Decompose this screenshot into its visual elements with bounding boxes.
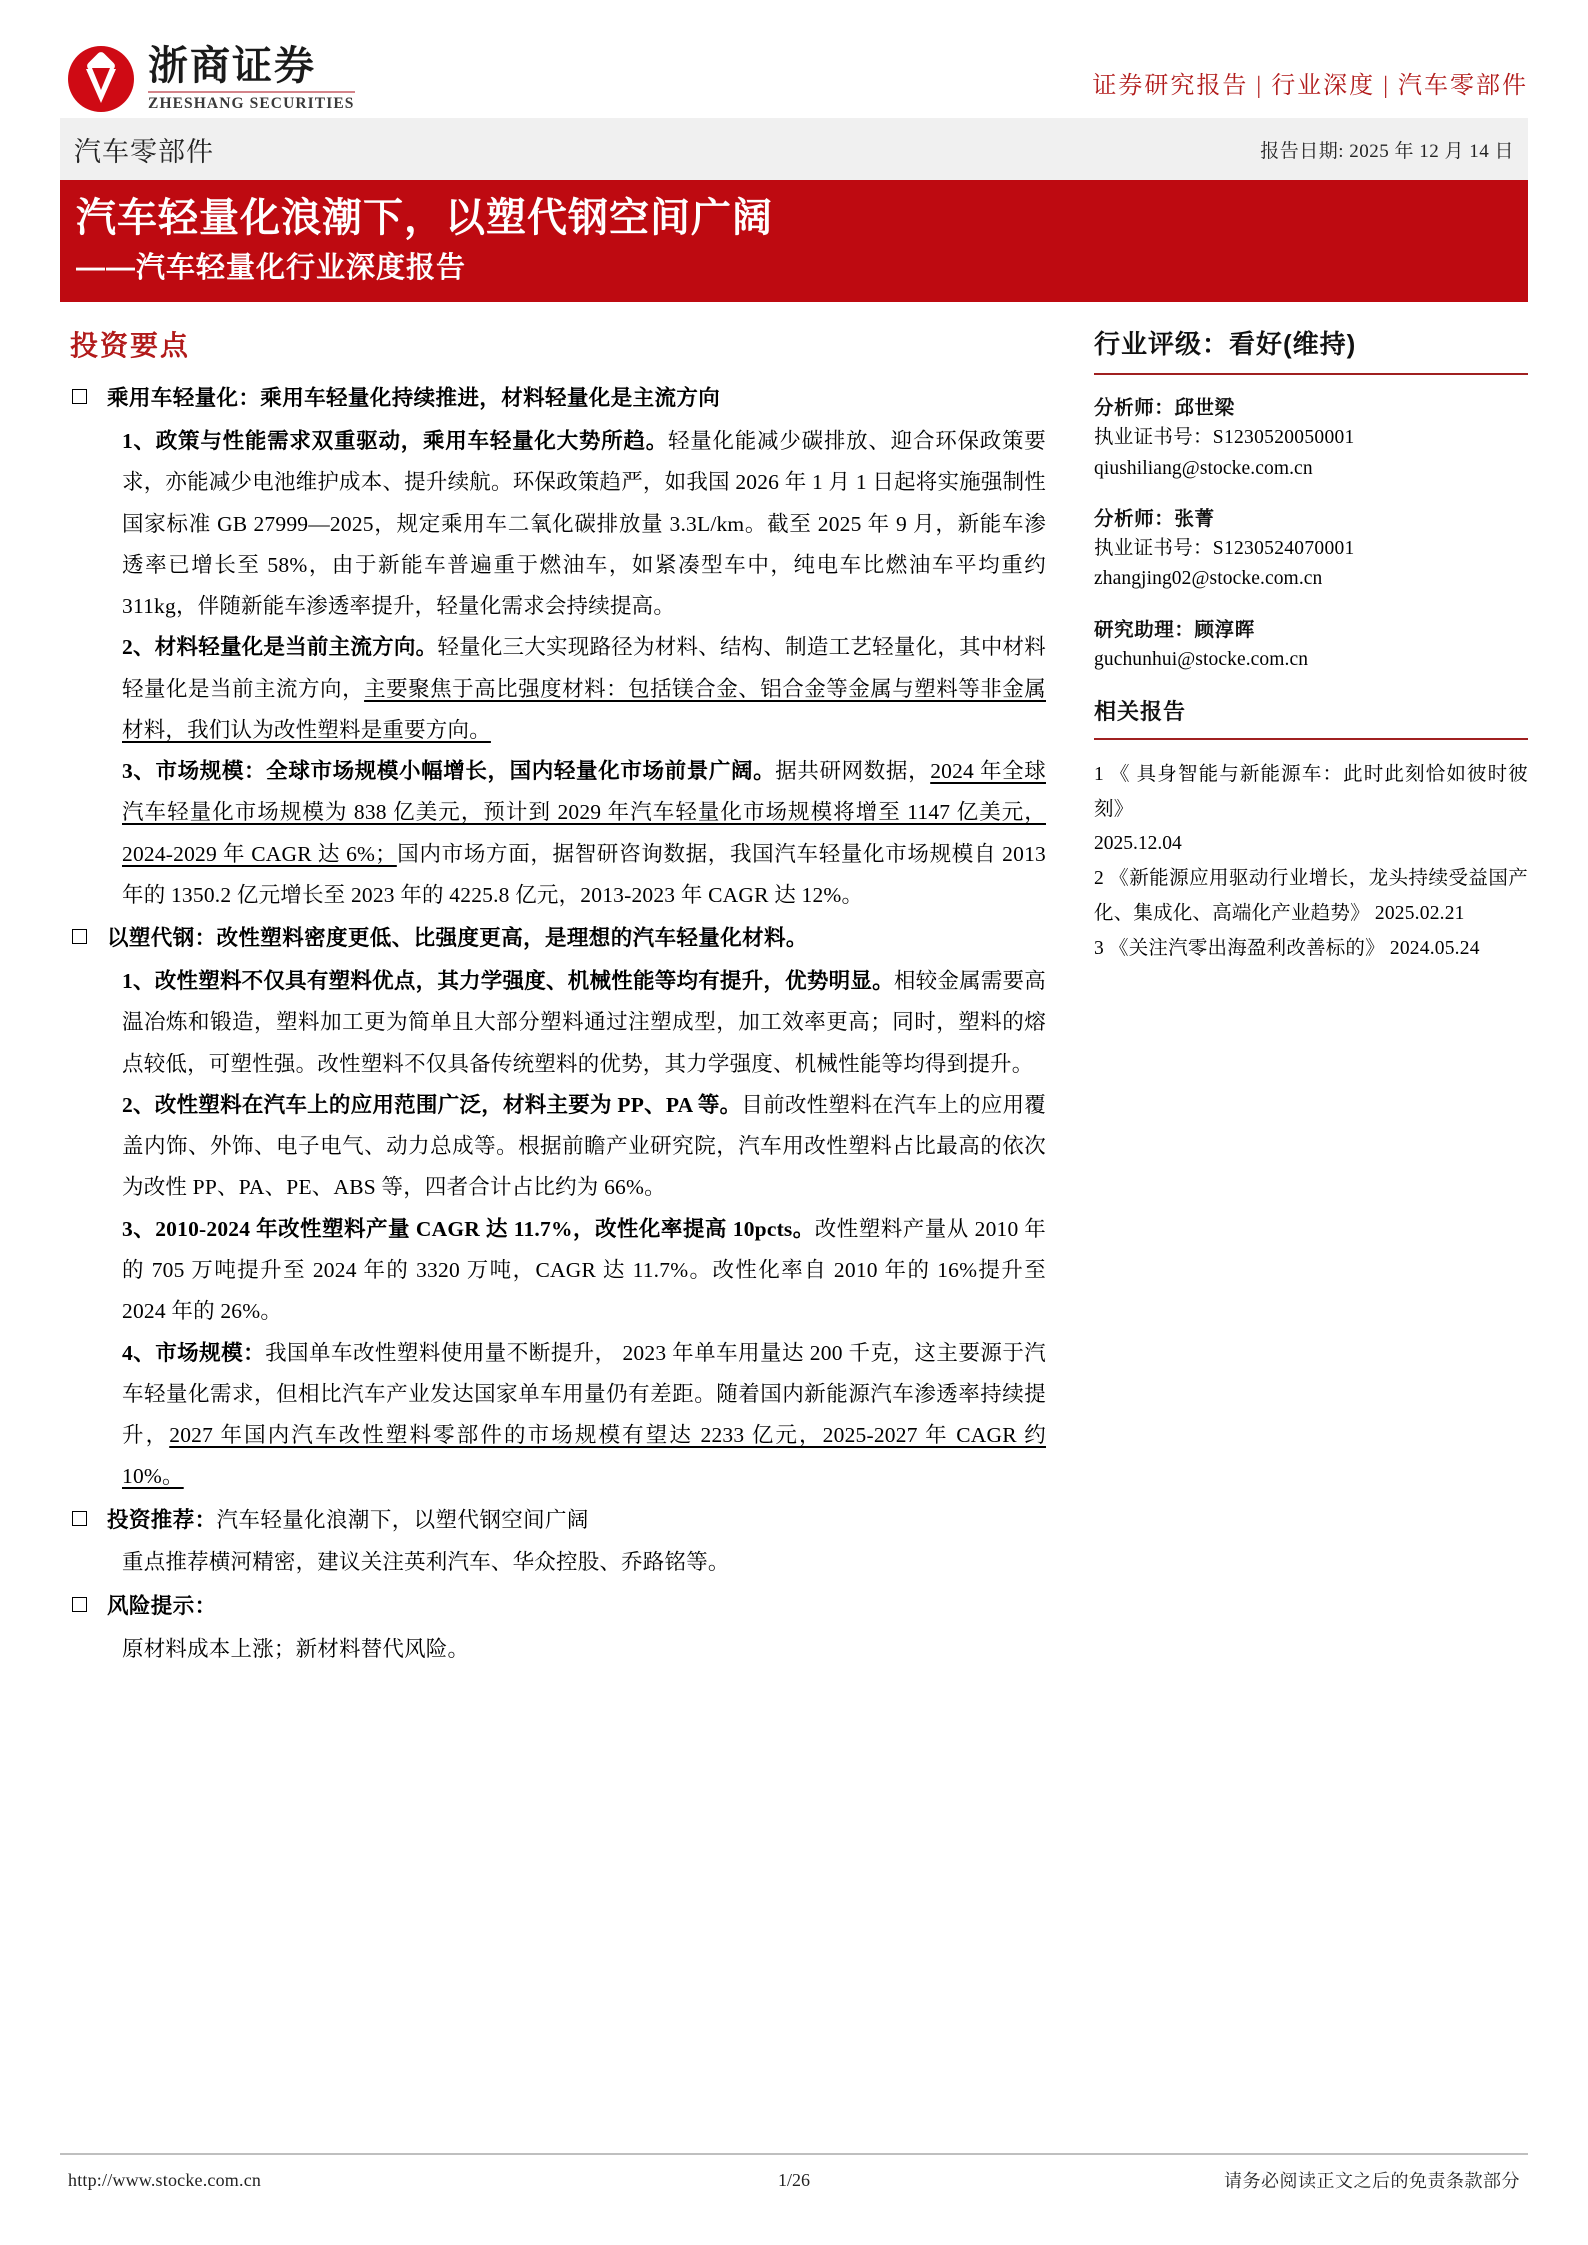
logo-english-name: ZHESHANG SECURITIES bbox=[148, 95, 355, 113]
logo-diamond-shape bbox=[92, 68, 110, 90]
bullet-square-icon bbox=[72, 1511, 87, 1526]
related-report-1-number: 1 bbox=[1094, 764, 1104, 785]
body-columns bbox=[60, 324, 1528, 1672]
breadcrumb-separator-1: | bbox=[1256, 73, 1264, 99]
bullet-square-icon bbox=[72, 1597, 87, 1612]
analyst-2-name: 分析师：张菁 bbox=[1094, 507, 1215, 530]
info-band bbox=[60, 118, 1528, 180]
breadcrumb bbox=[1092, 65, 1528, 112]
para-bold-lead: 4、市场规模： bbox=[122, 1340, 266, 1365]
para-bold-lead: 3、市场规模：全球市场规模小幅增长，国内轻量化市场前景广阔。 bbox=[122, 759, 776, 784]
para-text: 轻量化三大实现路径为材料、结构、制造工艺轻量化，其中材料轻量化是当前主流方向， bbox=[122, 635, 1046, 701]
rating-value: 看好(维持) bbox=[1229, 329, 1357, 360]
related-report-1-title: 《 具身智能与新能源车：此时此刻恰如彼时彼刻》 bbox=[1094, 764, 1529, 820]
investment-recommendation-detail: 重点推荐横河精密，建议关注英利汽车、华众控股、乔路铭等。 bbox=[122, 1550, 730, 1575]
investment-highlights-heading: 投资要点 bbox=[70, 330, 191, 362]
highlight-2-heading: 以塑代钢：改性塑料密度更低、比强度更高，是理想的汽车轻量化材料。 bbox=[107, 926, 808, 951]
investment-recommendation-heading bbox=[107, 1500, 589, 1541]
footer-row bbox=[60, 2167, 1528, 2193]
breadcrumb-depth: 行业深度 bbox=[1271, 73, 1376, 99]
para-underlined-text: 2027 年国内汽车改性塑料零部件的市场规模有望达 2233 亿元，2025-2027 年 CAGR 约 10%。 bbox=[122, 1423, 1046, 1489]
related-report-2-title: 《新能源应用驱动行业增长，龙头持续受益国产化、集成化、高端化产业趋势》 2025.02.21 bbox=[1094, 868, 1528, 924]
company-logo bbox=[60, 46, 355, 112]
bullet-row bbox=[60, 1500, 1046, 1541]
para-text: 相较金属需要高温冶炼和锻造，塑料加工更为简单且大部分塑料通过注塑成型，加工效率更高；同时，塑料的熔点较低，可塑性强。改性塑料不仅具备传统塑料的优势，其力学强度、机械性能等均得到提升。 bbox=[122, 969, 1046, 1076]
main-content bbox=[60, 324, 1070, 1672]
highlight-block-4 bbox=[60, 1586, 1046, 1670]
para-bold-lead: 3、2010-2024 年改性塑料产量 CAGR 达 11.7%，改性化率提高 10pcts。 bbox=[122, 1216, 815, 1241]
sidebar-divider-rating bbox=[1094, 373, 1528, 375]
recommendation-text: 汽车轻量化浪潮下，以塑代钢空间广阔 bbox=[216, 1507, 589, 1532]
highlight-2-paragraph-3 bbox=[122, 1209, 1046, 1333]
logo-chinese-name: 浙商证券 bbox=[148, 44, 316, 89]
para-text: 据共研网数据， bbox=[775, 759, 931, 784]
breadcrumb-industry: 汽车零部件 bbox=[1398, 73, 1528, 99]
breadcrumb-report-type: 证券研究报告 bbox=[1092, 73, 1249, 99]
para-text: 国内市场方面，据智研咨询数据，我国汽车轻量化市场规模自 2013 年的 1350.2 亿元增长至 2023 年的 4225.8 亿元，2013-2023 年 CAGR 达 12%。 bbox=[122, 841, 1046, 908]
sidebar-divider-related bbox=[1094, 738, 1528, 740]
related-report-2[interactable] bbox=[1094, 862, 1528, 931]
highlight-2-paragraph-2 bbox=[122, 1085, 1046, 1209]
highlight-1-paragraph-1 bbox=[122, 421, 1046, 627]
report-date: 报告日期: 2025 年 12 月 14 日 bbox=[1260, 140, 1514, 162]
risk-warning-detail: 原材料成本上涨；新材料替代风险。 bbox=[122, 1636, 470, 1661]
highlight-block-2 bbox=[60, 918, 1046, 1497]
related-report-2-number: 2 bbox=[1094, 868, 1104, 890]
analyst-1-email[interactable]: qiushiliang@stocke.com.cn bbox=[1094, 457, 1313, 479]
para-bold-lead: 1、改性塑料不仅具有塑料优点，其力学强度、机械性能等均有提升，优势明显。 bbox=[122, 969, 894, 994]
related-report-1[interactable] bbox=[1094, 758, 1528, 827]
bullet-square-icon bbox=[72, 929, 87, 944]
para-bold-lead: 1、政策与性能需求双重驱动，乘用车轻量化大势所趋。 bbox=[122, 429, 668, 454]
industry-label: 汽车零部件 bbox=[74, 136, 214, 167]
footer-divider bbox=[60, 2153, 1528, 2155]
recommendation-label: 投资推荐： bbox=[107, 1507, 217, 1532]
para-text: 我国单车改性塑料使用量不断提升， 2023 年单车用量达 200 千克，这主要源于汽车轻量化需求，但相比汽车产业发达国家单车用量仍有差距。随着国内新能源汽车渗透率持续提升， bbox=[122, 1340, 1046, 1448]
related-reports-heading: 相关报告 bbox=[1094, 699, 1187, 724]
para-underlined-text: 2024 年全球汽车轻量化市场规模为 838 亿美元，预计到 2029 年汽车轻量化市场规模将增至 1147 亿美元，2024-2029 年 CAGR 达 6%； bbox=[122, 759, 1046, 866]
highlight-2-paragraph-4 bbox=[122, 1333, 1046, 1498]
related-report-3-number: 3 bbox=[1094, 937, 1104, 959]
para-underlined-text: 主要聚焦于高比强度材料：包括镁合金、铝合金等金属与塑料等非金属材料，我们认为改性塑料是重要方向。 bbox=[122, 676, 1046, 742]
highlight-block-3 bbox=[60, 1500, 1046, 1584]
highlight-2-paragraph-1 bbox=[122, 961, 1046, 1085]
page-number: 1/26 bbox=[778, 2169, 811, 2190]
highlight-block-1 bbox=[60, 378, 1046, 916]
research-assistant-email[interactable]: guchunhui@stocke.com.cn bbox=[1094, 648, 1309, 670]
analyst-2-certificate: 执业证书号：S1230524070001 bbox=[1094, 538, 1355, 560]
bullet-square-icon bbox=[72, 389, 87, 404]
analyst-1-name: 分析师：邱世梁 bbox=[1094, 397, 1235, 420]
logo-wordmark bbox=[148, 46, 355, 112]
zheshang-logo-icon bbox=[68, 46, 134, 112]
title-banner bbox=[60, 180, 1528, 302]
page-subtitle: ——汽车轻量化行业深度报告 bbox=[76, 252, 467, 284]
research-assistant-name: 研究助理：顾淳晖 bbox=[1094, 618, 1255, 641]
industry-rating bbox=[1094, 324, 1528, 361]
sidebar bbox=[1070, 324, 1528, 966]
related-report-3[interactable] bbox=[1094, 932, 1528, 967]
analyst-1 bbox=[1094, 393, 1528, 484]
analyst-2 bbox=[1094, 504, 1528, 595]
related-report-3-title: 《关注汽零出海盈利改善标的》 2024.05.24 bbox=[1109, 937, 1480, 959]
related-report-1-date: 2025.12.04 bbox=[1094, 833, 1182, 855]
page-title: 汽车轻量化浪潮下，以塑代钢空间广阔 bbox=[76, 196, 773, 240]
bullet-row bbox=[60, 378, 1046, 419]
para-text: 改性塑料产量从 2010 年的 705 万吨提升至 2024 年的 3320 万吨，CAGR 达 11.7%。改性化率自 2010 年的 16%提升至 2024 年的 26%。 bbox=[122, 1216, 1046, 1324]
rating-label: 行业评级： bbox=[1094, 329, 1230, 360]
page-footer bbox=[60, 2153, 1528, 2193]
breadcrumb-separator-2: | bbox=[1383, 73, 1390, 99]
footer-disclaimer: 请务必阅读正文之后的免责条款部分 bbox=[1224, 2171, 1521, 2191]
bullet-row bbox=[60, 918, 1046, 959]
analyst-1-certificate: 执业证书号：S1230520050001 bbox=[1094, 427, 1355, 449]
research-assistant bbox=[1094, 615, 1528, 675]
para-text: 轻量化能减少碳排放、迎合环保政策要求，亦能减少电池维护成本、提升续航。环保政策趋严，如我国 2026 年 1 月 1 日起将实施强制性国家标准 GB 27999—2025，规定乘用车二氧化碳排放量 3.3L/km。截至 2025 年 9 月，新能车渗透率已增长至 58%，由于新能车普遍重于燃油车，如紧凑型车中，纯电车比燃油车平均重约 311kg，伴随新能车渗透率提升，轻量化需求会持续提高。 bbox=[122, 429, 1046, 619]
bullet-row bbox=[60, 1586, 1046, 1627]
highlight-1-paragraph-3 bbox=[122, 751, 1046, 916]
highlight-1-heading: 乘用车轻量化：乘用车轻量化持续推进，材料轻量化是主流方向 bbox=[107, 386, 721, 411]
risk-warning-heading: 风险提示： bbox=[107, 1593, 217, 1618]
masthead bbox=[60, 0, 1528, 118]
para-text: 目前改性塑料在汽车上的应用覆盖内饰、外饰、电子电气、动力总成等。根据前瞻产业研究院，汽车用改性塑料占比最高的依次为改性 PP、PA、PE、ABS 等，四者合计占比约为 66%。 bbox=[122, 1092, 1046, 1200]
logo-divider bbox=[148, 91, 355, 93]
highlight-1-paragraph-2 bbox=[122, 627, 1046, 751]
para-bold-lead: 2、改性塑料在汽车上的应用范围广泛，材料主要为 PP、PA 等。 bbox=[122, 1092, 742, 1117]
analyst-2-email[interactable]: zhangjing02@stocke.com.cn bbox=[1094, 568, 1323, 590]
footer-website-url[interactable]: http://www.stocke.com.cn bbox=[68, 2169, 262, 2190]
para-bold-lead: 2、材料轻量化是当前主流方向。 bbox=[122, 635, 438, 660]
